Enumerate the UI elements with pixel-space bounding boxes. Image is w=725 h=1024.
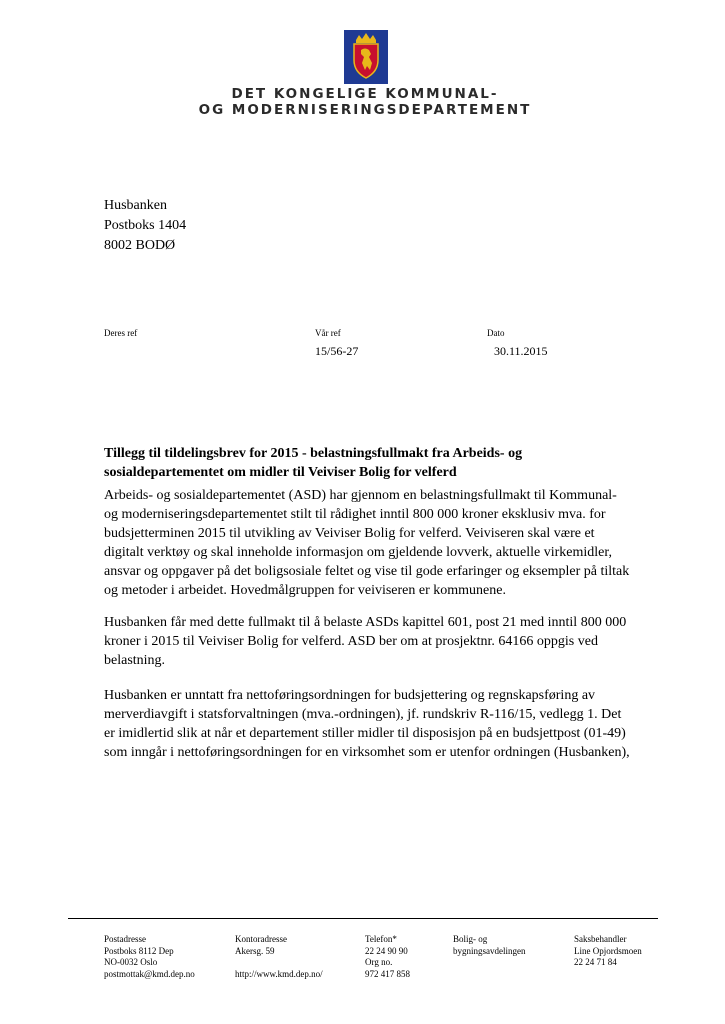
footer-postadresse [104, 934, 195, 980]
footer-divider [68, 918, 658, 919]
footer-text: 22 24 71 84 [574, 957, 617, 967]
dato-value: 30.11.2015 [494, 344, 548, 358]
footer-text: 22 24 90 90 [365, 945, 408, 956]
text-line: Husbanken er unntatt fra nettoføringsordningen for budsjettering og regnskapsføring av [104, 688, 596, 703]
footer-text: NO-0032 Oslo [104, 957, 158, 967]
recipient-name: Husbanken [104, 198, 167, 213]
text-line: og metoder i arbeidet. Hovedmålgruppen for veiviseren er kommunene. [104, 583, 506, 598]
footer-text [235, 957, 323, 969]
footer-text: Postboks 8112 Dep [104, 945, 174, 956]
paragraph-2 [104, 613, 664, 670]
footer-text: Telefon* [365, 934, 397, 944]
text-line: og moderniseringsdepartementet stilt til rådighet inntil 800 000 kroner eksklusiv mva. for [104, 507, 606, 522]
footer-text: Akersg. 59 [235, 945, 275, 956]
footer-text: 972 417 858 [365, 968, 410, 979]
footer-website-link[interactable]: http://www.kmd.dep.no/ [235, 968, 323, 979]
title-line: Tillegg til tildelingsbrev for 2015 - belastningsfullmakt fra Arbeids- og [104, 446, 523, 461]
letter-title [104, 444, 644, 482]
text-line: digitalt verktøy og skal inneholde informasjon om gjeldende lovverk, aktuelle virkemidler, [104, 545, 612, 560]
department-name-line2: OG MODERNISERINGSDEPARTEMENT [198, 102, 532, 118]
recipient-city: 8002 BODØ [104, 238, 176, 253]
footer-text: Org no. [365, 957, 393, 967]
footer-avdeling [453, 934, 526, 957]
paragraph-3 [104, 686, 664, 762]
var-ref-value: 15/56-27 [315, 344, 359, 358]
footer-saksbehandler [574, 934, 642, 969]
coat-of-arms-logo [344, 30, 388, 84]
dato-label: Dato [487, 328, 505, 338]
text-line: Arbeids- og sosialdepartementet (ASD) har gjennom en belastningsfullmakt til Kommunal- [104, 488, 617, 503]
text-line: som inngår i nettoføringsordningen for en virksomhet som er utenfor ordningen (Husbanken), [104, 745, 630, 760]
footer-email-link[interactable]: postmottak@kmd.dep.no [104, 968, 195, 979]
deres-ref-label: Deres ref [104, 328, 138, 338]
text-line: ansvar og oppgaver på det boligsosiale feltet og vise til gode erfaringer og eksempler på tiltak [104, 564, 630, 579]
recipient-box: Postboks 1404 [104, 218, 187, 233]
footer-kontoradresse [235, 934, 323, 980]
text-line: Husbanken får med dette fullmakt til å belaste ASDs kapittel 601, post 21 med inntil 800 000 [104, 615, 627, 630]
title-line: sosialdepartementet om midler til Veiviser Bolig for velferd [104, 465, 457, 480]
footer-text: Bolig- og [453, 934, 488, 944]
text-line: belastning. [104, 653, 166, 668]
footer-text: Saksbehandler [574, 934, 627, 944]
footer-text: Line Opjordsmoen [574, 945, 642, 956]
footer-telefon [365, 934, 410, 980]
text-line: er imidlertid slik at når et departement stiller midler til disposisjon på en budsjettpost (01-49) [104, 726, 626, 741]
lion-crest-icon [344, 30, 388, 84]
footer-text: Kontoradresse [235, 934, 287, 944]
footer-text: bygningsavdelingen [453, 945, 526, 956]
var-ref-label: Vår ref [315, 328, 341, 338]
department-name-line1: DET KONGELIGE KOMMUNAL- [231, 86, 499, 102]
text-line: kroner i 2015 til Veiviser Bolig for velferd. ASD ber om at prosjektnr. 64166 oppgis ved [104, 634, 598, 649]
text-line: merverdiavgift i statsforvaltningen (mva.-ordningen), jf. rundskriv R-116/15, vedlegg 1. Det [104, 707, 622, 722]
paragraph-1 [104, 486, 664, 600]
footer-text: Postadresse [104, 934, 146, 944]
text-line: budsjetterminen 2015 til utvikling av Veiviser Bolig for velferd. Veiviseren skal være et [104, 526, 595, 541]
